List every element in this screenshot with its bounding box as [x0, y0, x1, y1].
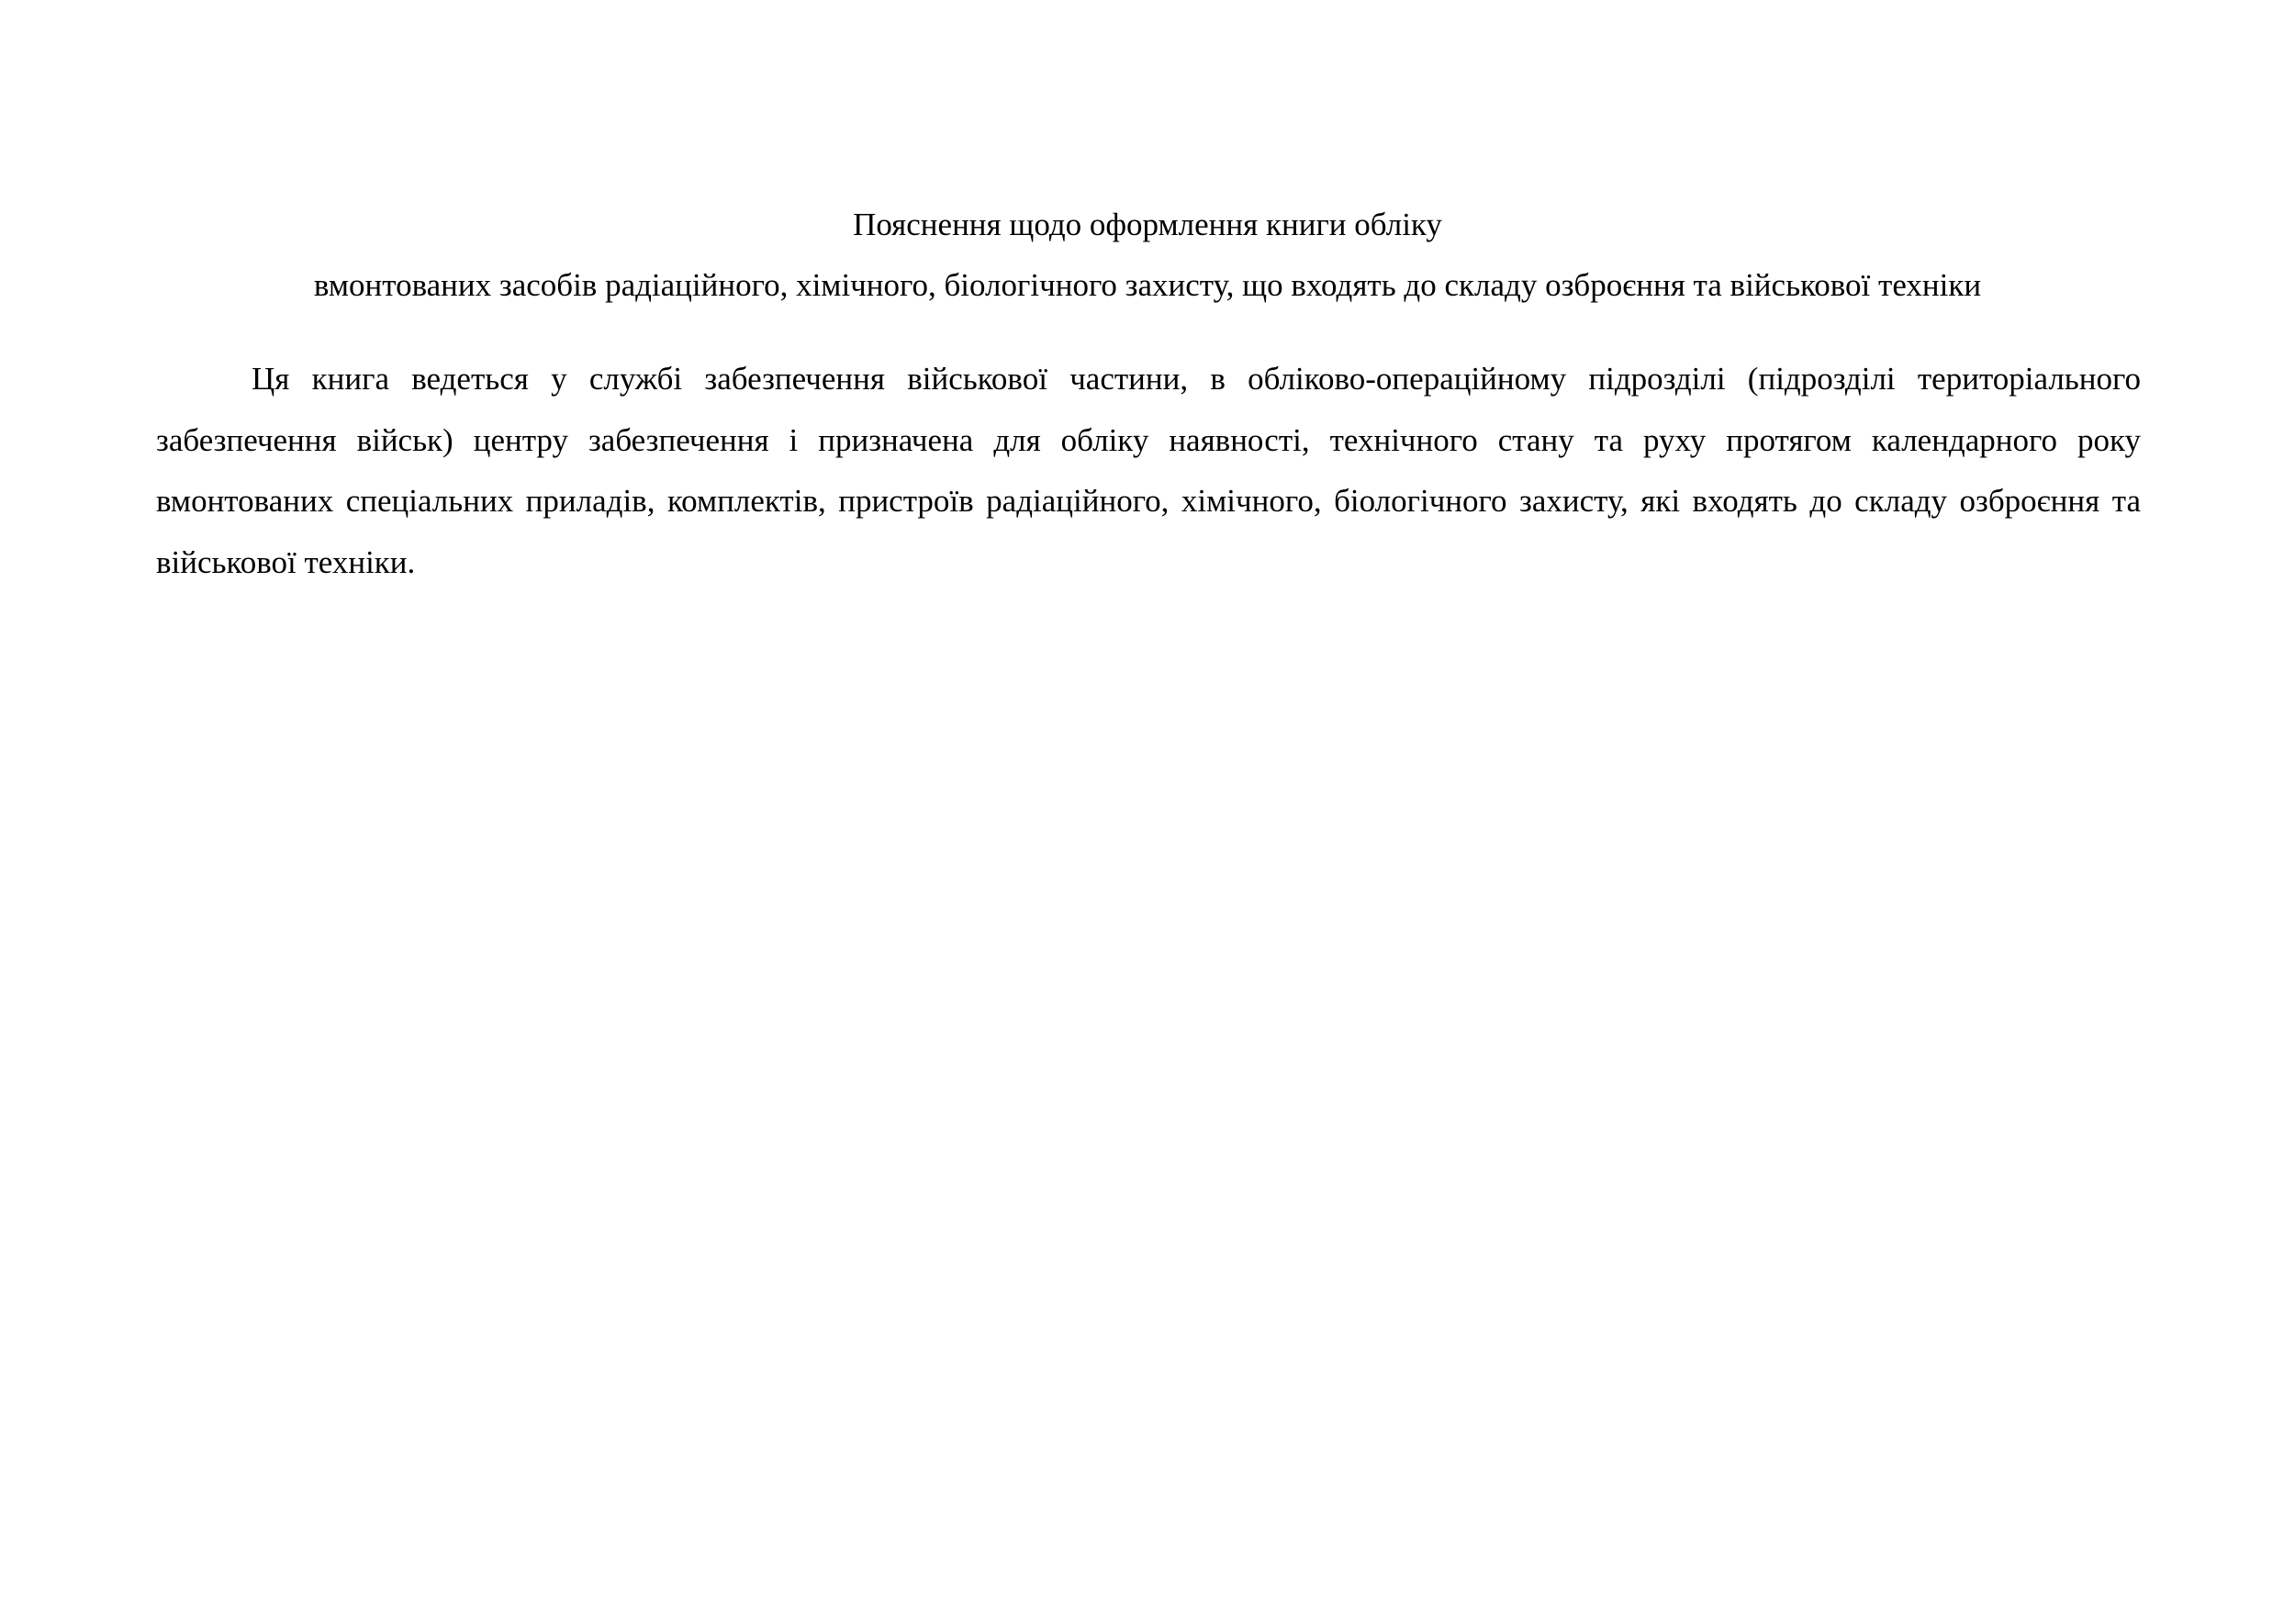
document-title — [156, 195, 2139, 316]
body-paragraph: Ця книга ведеться у службі забезпечення військової частини, в обліково-операційному підрозділі (підрозділі територіального забезпечення військ) центру забезпечення і призначена для обліку наявності, технічного стану та руху протягом календарного року вмонтованих спеціальних приладів, комплектів, пристроїв радіаційного, хімічного, біологічного захисту, які входять до складу озброєння та військової техніки. — [156, 361, 2141, 580]
title-line-1: Пояснення щодо оформлення книги обліку — [853, 207, 1442, 242]
title-line-2: вмонтованих засобів радіаційного, хімічного, біологічного захисту, що входять до складу озброєння та військової техніки — [313, 267, 1982, 303]
